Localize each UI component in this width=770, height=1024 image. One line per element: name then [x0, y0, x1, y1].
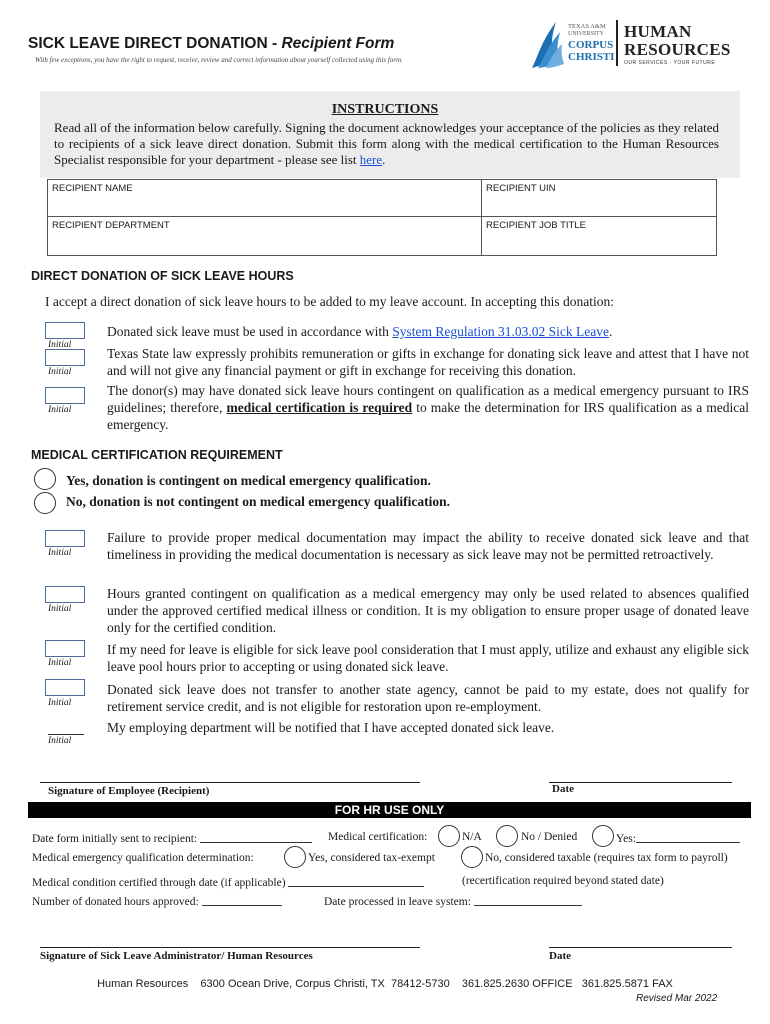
initial-label-1: Initial: [48, 340, 72, 350]
tax-exempt-radio[interactable]: [284, 846, 306, 868]
logo-university-line4: CHRISTI: [568, 51, 615, 63]
recertification-note: (recertification required beyond stated date): [462, 875, 664, 887]
recipient-uin-field[interactable]: [482, 180, 716, 217]
certified-through-field[interactable]: Medical condition certified through date (if applicable): [32, 875, 424, 889]
recipient-name-label: RECIPIENT NAME: [52, 183, 133, 194]
determination-label: Medical emergency qualification determination:: [32, 852, 254, 864]
tax-exempt-label: Yes, considered tax-exempt: [308, 852, 435, 864]
contingent-yes-radio[interactable]: [34, 468, 56, 490]
logo-dept-line2: RESOURCES: [624, 40, 731, 59]
medical-certification-required: medical certification is required: [226, 400, 413, 415]
employee-signature-label: Signature of Employee (Recipient): [48, 785, 210, 797]
medical-item-3: If my need for leave is eligible for sick leave pool consideration that I must apply, utilize and exhaust any eligible sick leave pool hours prior to accepting or using donated sick leave.: [107, 642, 749, 674]
medcert-label: Medical certification:: [328, 831, 428, 843]
recipient-info-table: [47, 179, 717, 256]
medical-item-4: Donated sick leave does not transfer to another state agency, cannot be paid to my estate, does not qualify for retirement service credit, and is not eligible for restoration upon re-employment.: [107, 682, 749, 714]
medcert-no-label: No / Denied: [521, 831, 578, 843]
form-title-sub: Recipient Form: [281, 35, 395, 52]
employee-signature-line[interactable]: [40, 782, 420, 783]
form-title: [28, 35, 394, 53]
initial-box-6[interactable]: [45, 640, 85, 657]
recipient-department-field[interactable]: [48, 217, 482, 255]
logo-university-line3: CORPUS: [568, 39, 614, 51]
initial-label-3: Initial: [48, 405, 72, 415]
initial-box-3[interactable]: [45, 387, 85, 404]
footer-revised: Revised Mar 2022: [636, 993, 718, 1004]
date-processed-field[interactable]: Date processed in leave system:: [324, 894, 582, 908]
admin-signature-label: Signature of Sick Leave Administrator/ Human Resources: [40, 950, 313, 962]
initial-label-4: Initial: [48, 548, 72, 558]
contingent-no-radio[interactable]: [34, 492, 56, 514]
tamucc-logo-icon: [528, 18, 616, 70]
instructions-text: Read all of the information below carefully. Signing the document acknowledges your acceptance of the policies as they related to recipients of a sick leave direct donation. Submit this form along with the medical certification to the Human Resources Specialist responsible for your department - please see list here.: [54, 120, 719, 167]
footer-address: Human Resources 6300 Ocean Drive, Corpus Christi, TX 78412-5730 361.825.2630 OFFICE 361.825.5871 FAX: [97, 978, 673, 990]
medcert-yes-radio[interactable]: [592, 825, 614, 847]
initial-box-2[interactable]: [45, 349, 85, 366]
logo-university-line2: UNIVERSITY: [568, 31, 604, 37]
contingent-yes-label: Yes, donation is contingent on medical emergency qualification.: [66, 473, 431, 488]
privacy-notice: With few exceptions, you have the right to request, receive, review and correct information about yourself collected using this form.: [35, 56, 403, 64]
admin-date-label: Date: [549, 950, 571, 962]
medcert-na-label: N/A: [462, 831, 482, 843]
recipient-job-title-field[interactable]: [482, 217, 716, 255]
medical-item-2: Hours granted contingent on qualification as a medical emergency may only be used related to absences qualified under the approved certified medical illness or condition. It is my obligation to ensure proper usage of donated leave only for the certified condition.: [107, 586, 749, 635]
medical-certification-heading: MEDICAL CERTIFICATION REQUIREMENT: [31, 448, 283, 462]
initial-box-1[interactable]: [45, 322, 85, 339]
date-sent-field[interactable]: Date form initially sent to recipient:: [32, 831, 312, 845]
recipient-job-title-label: RECIPIENT JOB TITLE: [486, 220, 586, 231]
contingent-no-label: No, donation is not contingent on medical emergency qualification.: [66, 494, 450, 509]
employee-date-line[interactable]: [549, 782, 732, 783]
logo-dept-line1: HUMAN: [624, 22, 692, 41]
logo-divider: [616, 20, 618, 66]
donated-hours-field[interactable]: Number of donated hours approved:: [32, 894, 282, 908]
department-list-link[interactable]: here: [359, 152, 383, 167]
recipient-name-field[interactable]: [48, 180, 482, 217]
medical-item-5: My employing department will be notified that I have accepted donated sick leave.: [107, 720, 555, 735]
medical-item-1: Failure to provide proper medical documentation may impact the ability to receive donated sick leave and that timeliness in providing the medical documentation is necessary as sick leave may not be permitted retroactively.: [107, 530, 749, 562]
medcert-no-radio[interactable]: [496, 825, 518, 847]
medcert-yes-field[interactable]: Yes:: [616, 831, 740, 845]
donation-item-2: Texas State law expressly prohibits remuneration or gifts in exchange for donating sick leave and attest that I have not and will not give any financial payment or gift in exchange for receiving this donation.: [107, 346, 749, 378]
initial-label-2: Initial: [48, 367, 72, 377]
logo-university-line1: TEXAS A&M: [568, 23, 606, 30]
initial-label-8: Initial: [48, 736, 72, 746]
logo-tagline: OUR SERVICES · YOUR FUTURE: [624, 60, 716, 66]
form-title-main: SICK LEAVE DIRECT DONATION -: [28, 35, 278, 52]
admin-signature-line[interactable]: [40, 947, 420, 948]
recipient-uin-label: RECIPIENT UIN: [486, 183, 556, 194]
system-regulation-link[interactable]: System Regulation 31.03.02 Sick Leave: [392, 324, 609, 339]
initial-line-8[interactable]: [48, 734, 84, 735]
donation-item-3: The donor(s) may have donated sick leave hours contingent on qualification as a medical emergency pursuant to IRS guidelines; therefore, medical certification is required to make the determination for IRS qualification as a medical emergency.: [107, 383, 749, 432]
initial-label-6: Initial: [48, 658, 72, 668]
initial-box-4[interactable]: [45, 530, 85, 547]
employee-date-label: Date: [552, 783, 574, 795]
recipient-department-label: RECIPIENT DEPARTMENT: [52, 220, 170, 231]
admin-date-line[interactable]: [549, 947, 732, 948]
direct-donation-heading: DIRECT DONATION OF SICK LEAVE HOURS: [31, 269, 294, 283]
initial-label-5: Initial: [48, 604, 72, 614]
initial-box-5[interactable]: [45, 586, 85, 603]
acceptance-statement: I accept a direct donation of sick leave hours to be added to my leave account. In accepting this donation:: [45, 294, 615, 309]
hr-use-label: FOR HR USE ONLY: [334, 803, 445, 817]
taxable-radio[interactable]: [461, 846, 483, 868]
initial-box-7[interactable]: [45, 679, 85, 696]
instructions-heading: INSTRUCTIONS: [331, 102, 439, 117]
medcert-na-radio[interactable]: [438, 825, 460, 847]
taxable-label: No, considered taxable (requires tax form to payroll): [485, 852, 728, 864]
initial-label-7: Initial: [48, 698, 72, 708]
donation-item-1: Donated sick leave must be used in accordance with System Regulation 31.03.02 Sick Leave.: [107, 324, 613, 339]
